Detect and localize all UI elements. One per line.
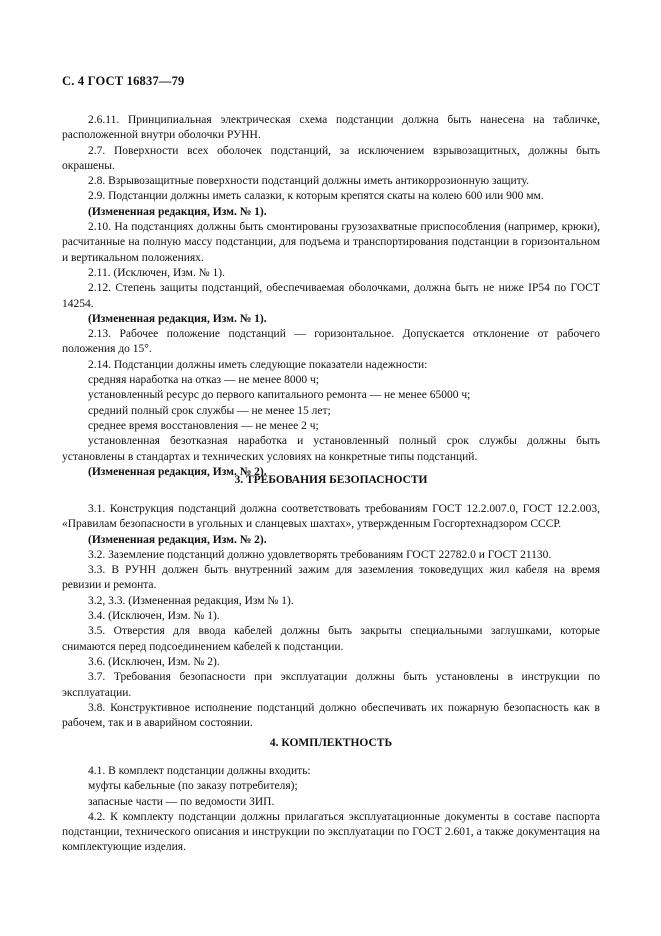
paragraph: (Измененная редакция, Изм. № 1). xyxy=(88,312,267,325)
section-heading-completeness: 4. КОМПЛЕКТНОСТЬ xyxy=(269,737,393,749)
page-header: С. 4 ГОСТ 16837—79 xyxy=(62,74,185,88)
section-2-continued xyxy=(62,113,600,480)
paragraph: установленная безотказная наработка и установленный полный срок службы должны быть установлены в стандартах и технических условиях на конкретные типы подстанций. xyxy=(62,435,600,463)
paragraph: 2.8. Взрывозащитные поверхности подстанций должны иметь антикоррозионную защиту. xyxy=(88,175,529,188)
paragraph: 2.10. На подстанциях должны быть смонтированы грузозахватные приспособления (например, крюки), расчитанные на полную массу подстанции, для подъема и транспортирования подстанции в горизонтальном и вертикальном положениях. xyxy=(62,221,600,264)
paragraph: 3.4. (Исключен, Изм. № 1). xyxy=(88,610,220,623)
paragraph: 3.2. Заземление подстанций должно удовлетворять требованиям ГОСТ 22782.0 и ГОСТ 21130. xyxy=(88,548,552,561)
paragraph: 3.1. Конструкция подстанций должна соответствовать требованиям ГОСТ 12.2.007.0, ГОСТ 12.2.003, «Правилам безопасности в угольных и сланцевых шахтах», утвержденным Госгортехнадзором СССР. xyxy=(62,503,600,531)
paragraph: 3.8. Конструктивное исполнение подстанций должно обеспечивать их пожарную безопасность как в рабочем, так и в аварийном состоянии. xyxy=(62,701,600,730)
paragraph: 4.2. К комплекту подстанции должны прилагаться эксплуатационные документы в составе паспорта подстанции, технического описания и инструкции по эксплуатации по ГОСТ 2.601, а также документация на комплектующие изделия. xyxy=(62,810,600,854)
paragraph: 2.9. Подстанции должны иметь салазки, к которым крепятся скаты на колею 600 или 900 мм. xyxy=(88,190,544,203)
paragraph: 2.7. Поверхности всех оболочек подстанций, за исключением взрывозащитных, должны быть окрашены. xyxy=(62,144,600,172)
section-3-body xyxy=(62,502,600,731)
paragraph: 3.6. (Исключен, Изм. № 2). xyxy=(88,655,220,668)
paragraph: 3.3. В РУНН должен быть внутренний зажим для заземления токоведущих жил кабеля на время ревизии и ремонта. xyxy=(62,564,600,592)
paragraph: 3.5. Отверстия для ввода кабелей должны быть закрыты специальными заглушками, которые снимаются перед подсоединением кабелей к подстанции. xyxy=(62,625,600,653)
paragraph: муфты кабельные (по заказу потребителя); xyxy=(88,780,298,793)
paragraph: 2.13. Рабочее положение подстанций — горизонтальное. Допускается отклонение от рабочего положения до 15°. xyxy=(62,328,600,356)
section-4-body xyxy=(62,764,600,856)
paragraph: 3.7. Требования безопасности при эксплуатации должны быть установлены в инструкции по эксплуатации. xyxy=(62,671,600,699)
paragraph: запасные части — по ведомости ЗИП. xyxy=(88,795,275,808)
paragraph: (Измененная редакция, Изм. № 1). xyxy=(88,205,267,218)
paragraph: 2.12. Степень защиты подстанций, обеспечиваемая оболочками, должна быть не ниже IP54 по ГОСТ 14254. xyxy=(62,282,600,310)
paragraph: 2.14. Подстанции должны иметь следующие показатели надежности: xyxy=(88,358,428,371)
paragraph: установленный ресурс до первого капитального ремонта — не менее 65000 ч; xyxy=(88,389,471,402)
section-4-heading-wrap xyxy=(62,736,600,751)
paragraph: 4.1. В комплект подстанции должны входить: xyxy=(88,765,311,777)
paragraph: (Измененная редакция, Изм. № 2). xyxy=(88,533,267,546)
paragraph: средний полный срок службы — не менее 15 лет; xyxy=(88,404,331,417)
section-heading-safety: 3. ТРЕБОВАНИЯ БЕЗОПАСНОСТИ xyxy=(234,474,428,486)
section-3-heading-wrap xyxy=(62,473,600,488)
paragraph: средняя наработка на отказ — не менее 8000 ч; xyxy=(88,374,319,387)
paragraph: 2.6.11. Принципиальная электрическая схема подстанции должна быть нанесена на табличке, расположенной внутри оболочки РУНН. xyxy=(62,114,600,142)
paragraph: среднее время восстановления — не менее 2 ч; xyxy=(88,419,319,432)
paragraph: (Измененная редакция, Изм. № 2). xyxy=(88,465,267,478)
paragraph: 2.11. (Исключен, Изм. № 1). xyxy=(88,266,225,279)
paragraph: 3.2, 3.3. (Измененная редакция, Изм № 1). xyxy=(88,594,294,607)
